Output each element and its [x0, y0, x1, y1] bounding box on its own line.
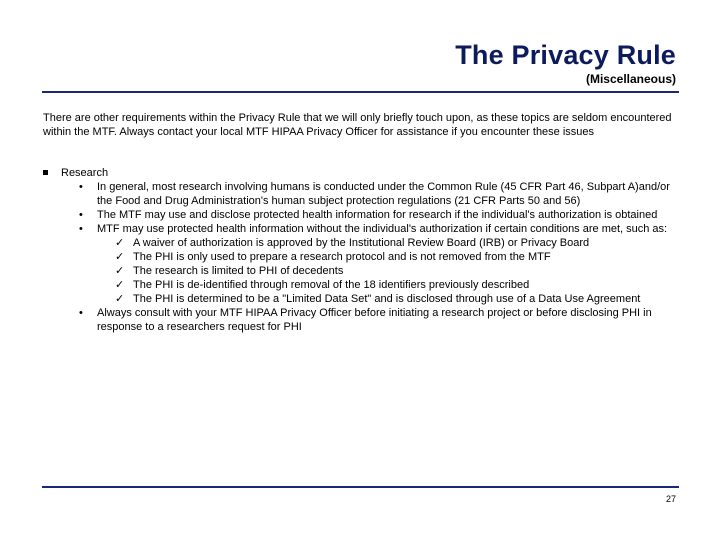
page-title: The Privacy Rule	[455, 40, 676, 70]
checkmark-icon: ✓	[115, 293, 125, 305]
research-list	[43, 180, 679, 334]
page-number: 27	[665, 494, 676, 504]
list-item-text: Always consult with your MTF HIPAA Privacy Officer before initiating a research project or before disclosing PHI in response to a researchers request for PHI	[97, 307, 652, 333]
footer-divider	[42, 486, 679, 488]
bullet-icon: •	[79, 307, 83, 319]
list-item	[79, 208, 679, 222]
condition-text: The PHI is de-identified through removal of the 18 identifiers previously described	[133, 279, 530, 291]
bullet-icon: •	[79, 223, 83, 235]
list-item	[79, 222, 679, 306]
list-item-text: MTF may use protected health information without the individual's authorization if certain conditions are met, such as:	[97, 223, 668, 235]
square-bullet-icon	[43, 170, 48, 175]
condition-text: A waiver of authorization is approved by the Institutional Review Board (IRB) or Privacy Board	[133, 237, 590, 249]
conditions-list	[97, 236, 679, 306]
page-subtitle: (Miscellaneous)	[585, 72, 676, 86]
list-item-text: In general, most research involving humans is conducted under the Common Rule (45 CFR Part 46, Subpart A)and/or the Food and Drug Administration's human subject protection regulations (21 CFR Parts 50 and 56)	[97, 181, 670, 207]
list-item	[79, 180, 679, 208]
condition-item	[115, 278, 679, 292]
list-item-text: The MTF may use and disclose protected health information for research if the individual's authorization is obtained	[97, 209, 658, 221]
research-heading-item	[43, 166, 679, 180]
condition-text: The PHI is determined to be a "Limited Data Set" and is disclosed through use of a Data Use Agreement	[133, 293, 641, 305]
checkmark-icon: ✓	[115, 265, 125, 277]
bullet-icon: •	[79, 181, 83, 193]
condition-item	[115, 264, 679, 278]
condition-text: The PHI is only used to prepare a research protocol and is not removed from the MTF	[133, 251, 551, 263]
condition-item	[115, 250, 679, 264]
checkmark-icon: ✓	[115, 251, 125, 263]
bullet-icon: •	[79, 209, 83, 221]
condition-item	[115, 292, 679, 306]
header-divider	[42, 91, 679, 93]
checkmark-icon: ✓	[115, 279, 125, 291]
checkmark-icon: ✓	[115, 237, 125, 249]
intro-paragraph: There are other requirements within the Privacy Rule that we will only briefly touch upon, as these topics are seldom encountered within the MTF. Always contact your local MTF HIPAA Privacy Officer for assistance if you encounter these issues	[43, 112, 672, 138]
condition-item	[115, 236, 679, 250]
condition-text: The research is limited to PHI of decedents	[133, 265, 344, 277]
research-heading: Research	[61, 167, 109, 179]
list-item	[79, 306, 679, 334]
research-section	[43, 166, 679, 334]
